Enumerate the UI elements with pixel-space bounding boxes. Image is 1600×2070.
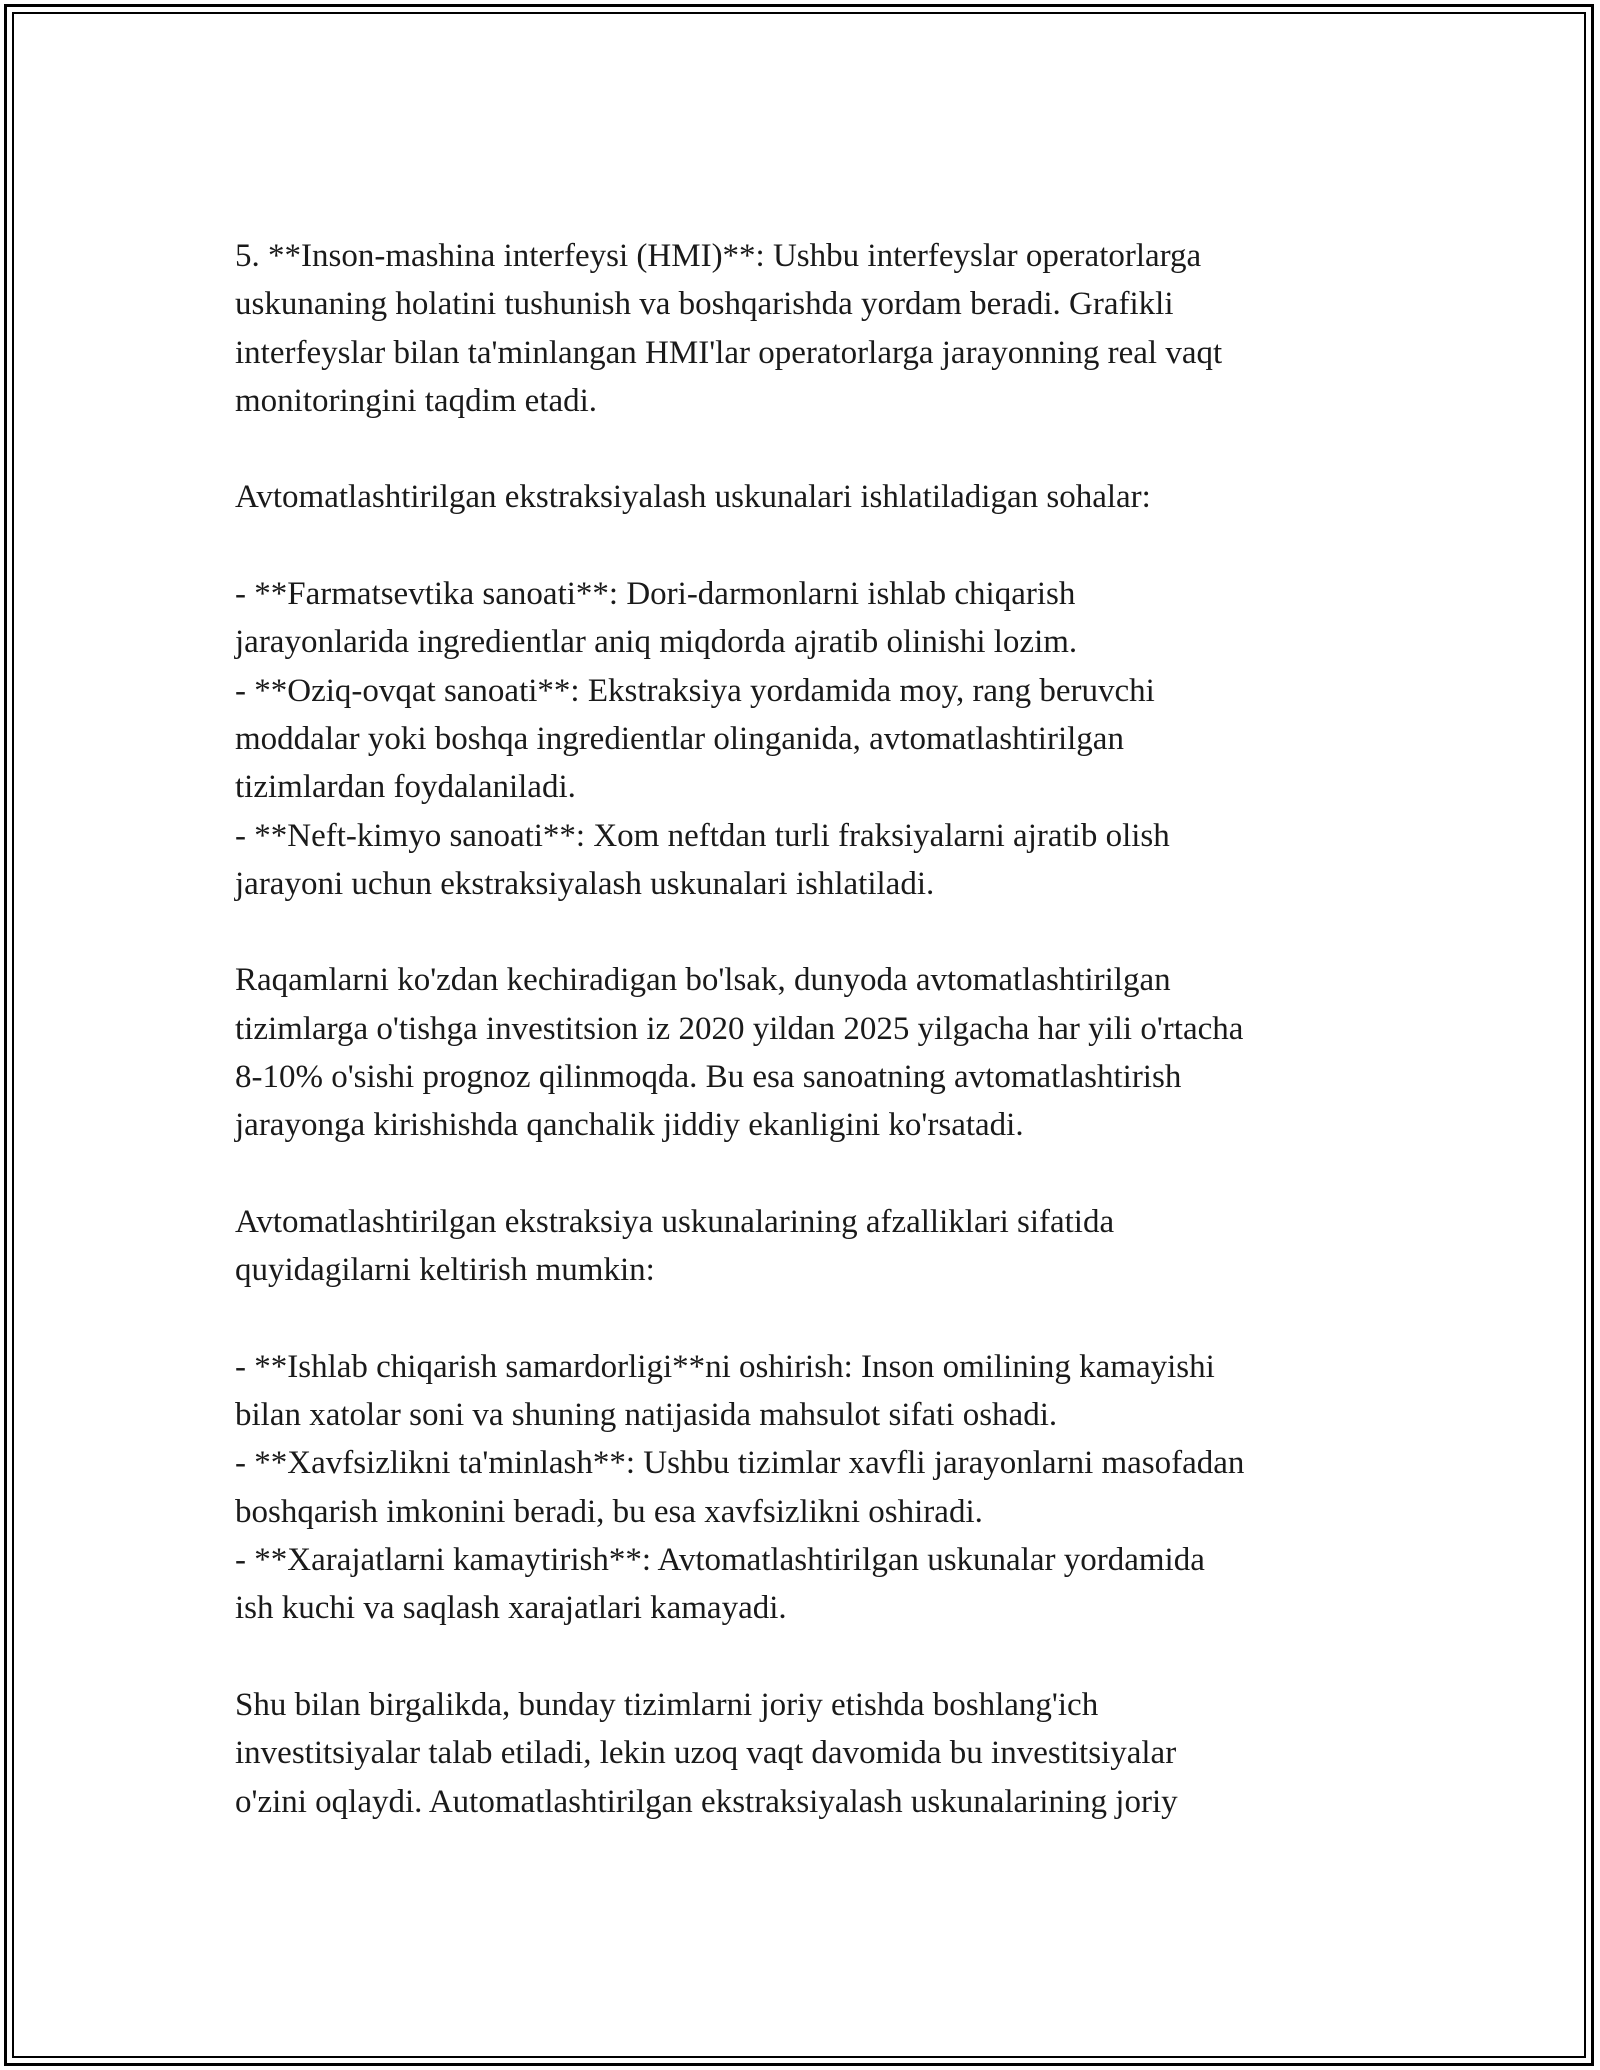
text-line: jarayoni uchun ekstraksiyalash uskunalari ishlatiladi. [235,865,935,902]
paragraph-statistics [235,956,1375,1149]
document-body [235,232,1375,1826]
text-line: - **Neft-kimyo sanoati**: Xom neftdan turli fraksiyalarni ajratib olish [235,817,1170,854]
text-line: - **Farmatsevtika sanoati**: Dori-darmonlarni ishlab chiqarish [235,576,1076,613]
text-line: - **Ishlab chiqarish samardorligi**ni oshirish: Inson omilining kamayishi [235,1348,1215,1385]
text-line: bilan xatolar soni va shuning natijasida mahsulot sifati oshadi. [235,1397,1058,1434]
text-line: investitsiyalar talab etiladi, lekin uzoq vaqt davomida bu investitsiyalar [235,1735,1177,1772]
text-line: - **Oziq-ovqat sanoati**: Ekstraksiya yordamida moy, rang beruvchi [235,672,1155,709]
text-line: o'zini oqlaydi. Automatlashtirilgan ekstraksiyalash uskunalarining joriy [235,1783,1178,1820]
text-line: tizimlarga o'tishga investitsion iz 2020 yildan 2025 yilgacha har yili o'rtacha [235,1010,1244,1047]
text-line: uskunaning holatini tushunish va boshqarishda yordam beradi. Grafikli [235,286,1174,323]
text-line: tizimlardan foydalaniladi. [235,769,576,806]
text-line: Raqamlarni ko'zdan kechiradigan bo'lsak, dunyoda avtomatlashtirilgan [235,962,1171,999]
paragraph-advantages-intro [235,1198,1375,1295]
text-line: monitoringini taqdim etadi. [235,382,598,419]
text-line: Avtomatlashtirilgan ekstraksiya uskunalarining afzalliklari sifatida [235,1203,1115,1240]
text-line: ish kuchi va saqlash xarajatlari kamayadi. [235,1590,787,1627]
paragraph-advantages-list [235,1343,1375,1633]
text-line: quyidagilarni keltirish mumkin: [235,1252,655,1289]
text-line: moddalar yoki boshqa ingredientlar olinganida, avtomatlashtirilgan [235,720,1124,757]
text-line: jarayonga kirishishda qanchalik jiddiy ekanligini ko'rsatadi. [235,1107,1024,1144]
text-line: Avtomatlashtirilgan ekstraksiyalash uskunalari ishlatiladigan sohalar: [235,479,1151,516]
paragraph-sectors-intro [235,473,1375,521]
text-line: 8-10% o'sishi prognoz qilinmoqda. Bu esa sanoatning avtomatlashtirish [235,1059,1182,1096]
paragraph-hmi [235,232,1375,425]
text-line: interfeyslar bilan ta'minlangan HMI'lar operatorlarga jarayonning real vaqt [235,334,1223,371]
text-line: - **Xavfsizlikni ta'minlash**: Ushbu tizimlar xavfli jarayonlarni masofadan [235,1445,1245,1482]
paragraph-conclusion [235,1681,1375,1826]
text-line: jarayonlarida ingredientlar aniq miqdorda ajratib olinishi lozim. [235,624,1078,661]
text-line: - **Xarajatlarni kamaytirish**: Avtomatlashtirilgan uskunalar yordamida [235,1542,1205,1579]
text-line: boshqarish imkonini beradi, bu esa xavfsizlikni oshiradi. [235,1493,983,1530]
text-line: 5. **Inson-mashina interfeysi (HMI)**: Ushbu interfeyslar operatorlarga [235,238,1202,274]
paragraph-sectors-list [235,570,1375,908]
text-line: Shu bilan birgalikda, bunday tizimlarni joriy etishda boshlang'ich [235,1686,1099,1723]
